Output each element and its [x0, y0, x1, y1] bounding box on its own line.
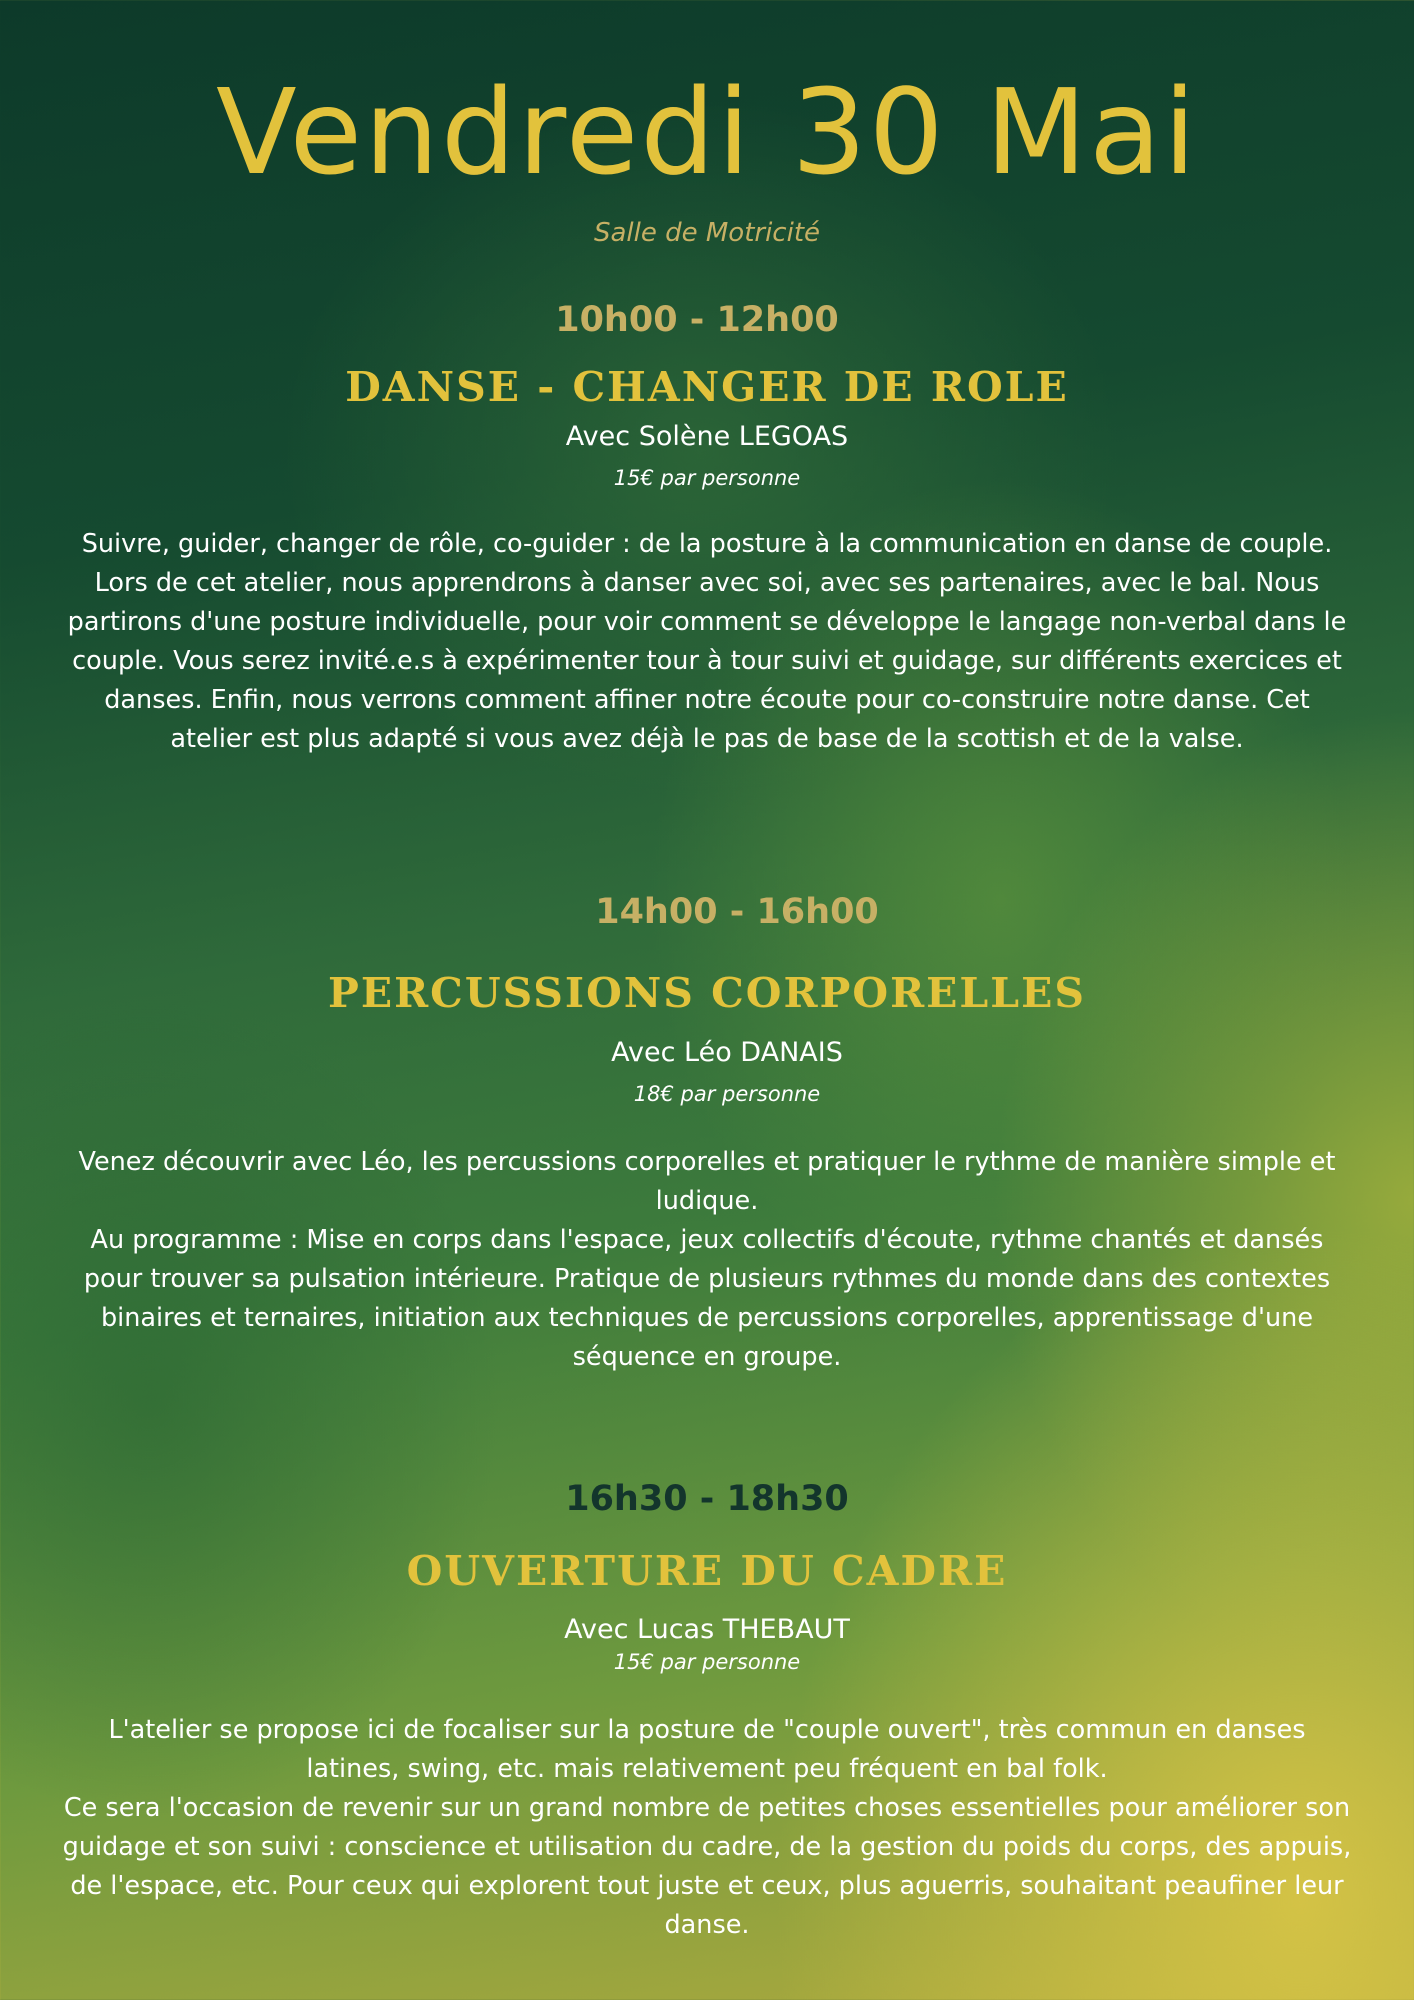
workshop-time: 14h00 - 16h00: [595, 892, 879, 932]
workshop-time: 16h30 - 18h30: [565, 1479, 849, 1519]
workshop-description: [60, 1711, 1354, 1945]
workshop-price: 15€ par personne: [613, 466, 801, 490]
workshop-title: OUVERTURE DU CADRE: [406, 1547, 1008, 1595]
workshop-title: PERCUSSIONS CORPORELLES: [328, 969, 1086, 1017]
description-paragraph: Au programme : Mise en corps dans l'espace, jeux collectifs d'écoute, rythme chantés et dansés pour trouver sa pulsation intérieure. Pratique de plusieurs rythmes du monde dans des contextes binaires et ternaires, initiation aux techniques de percussions corporelles, apprentissage d'une séquence en groupe.: [83, 1225, 1331, 1372]
venue-label: Salle de Motricité: [593, 218, 821, 248]
description-paragraph: Suivre, guider, changer de rôle, co-guider : de la posture à la communication en danse de couple. Lors de cet atelier, nous apprendrons à danser avec soi, avec ses partenaires, avec le bal. Nous partirons d'une posture individuelle, pour voir comment se développe le langage non-verbal dans le couple. Vous serez invité.e.s à expérimenter tour à tour suivi et guidage, sur différents exercices et danses. Enfin, nous verrons comment affiner notre écoute pour co-construire notre danse. Cet atelier est plus adapté si vous avez déjà le pas de base de la scottish et de la valse.: [67, 529, 1347, 754]
workshop-host: Avec Lucas THEBAUT: [564, 1614, 850, 1645]
workshop-time: 10h00 - 12h00: [555, 300, 839, 340]
workshop-price: 18€ par personne: [633, 1082, 821, 1106]
workshop-title: DANSE - CHANGER DE ROLE: [345, 363, 1069, 411]
page-title: Vendredi 30 Mai: [215, 63, 1199, 201]
workshop-host: Avec Solène LEGOAS: [565, 421, 849, 452]
workshop-host: Avec Léo DANAIS: [611, 1037, 843, 1068]
description-paragraph: L'atelier se propose ici de focaliser sur la posture de "couple ouvert", très commun en danses latines, swing, etc. mais relativement peu fréquent en bal folk.: [108, 1715, 1306, 1784]
workshop-description: [60, 525, 1354, 759]
description-paragraph: Venez découvrir avec Léo, les percussions corporelles et pratiquer le rythme de manière simple et ludique.: [78, 1147, 1336, 1216]
workshop-description: [60, 1143, 1354, 1377]
description-paragraph: Ce sera l'occasion de revenir sur un grand nombre de petites choses essentielles pour améliorer son guidage et son suivi : conscience et utilisation du cadre, de la gestion du poids du corps, des appuis, de l'espace, etc. Pour ceux qui explorent tout juste et ceux, plus aguerris, souhaitant peaufiner leur danse.: [62, 1793, 1352, 1940]
workshop-price: 15€ par personne: [613, 1650, 801, 1674]
